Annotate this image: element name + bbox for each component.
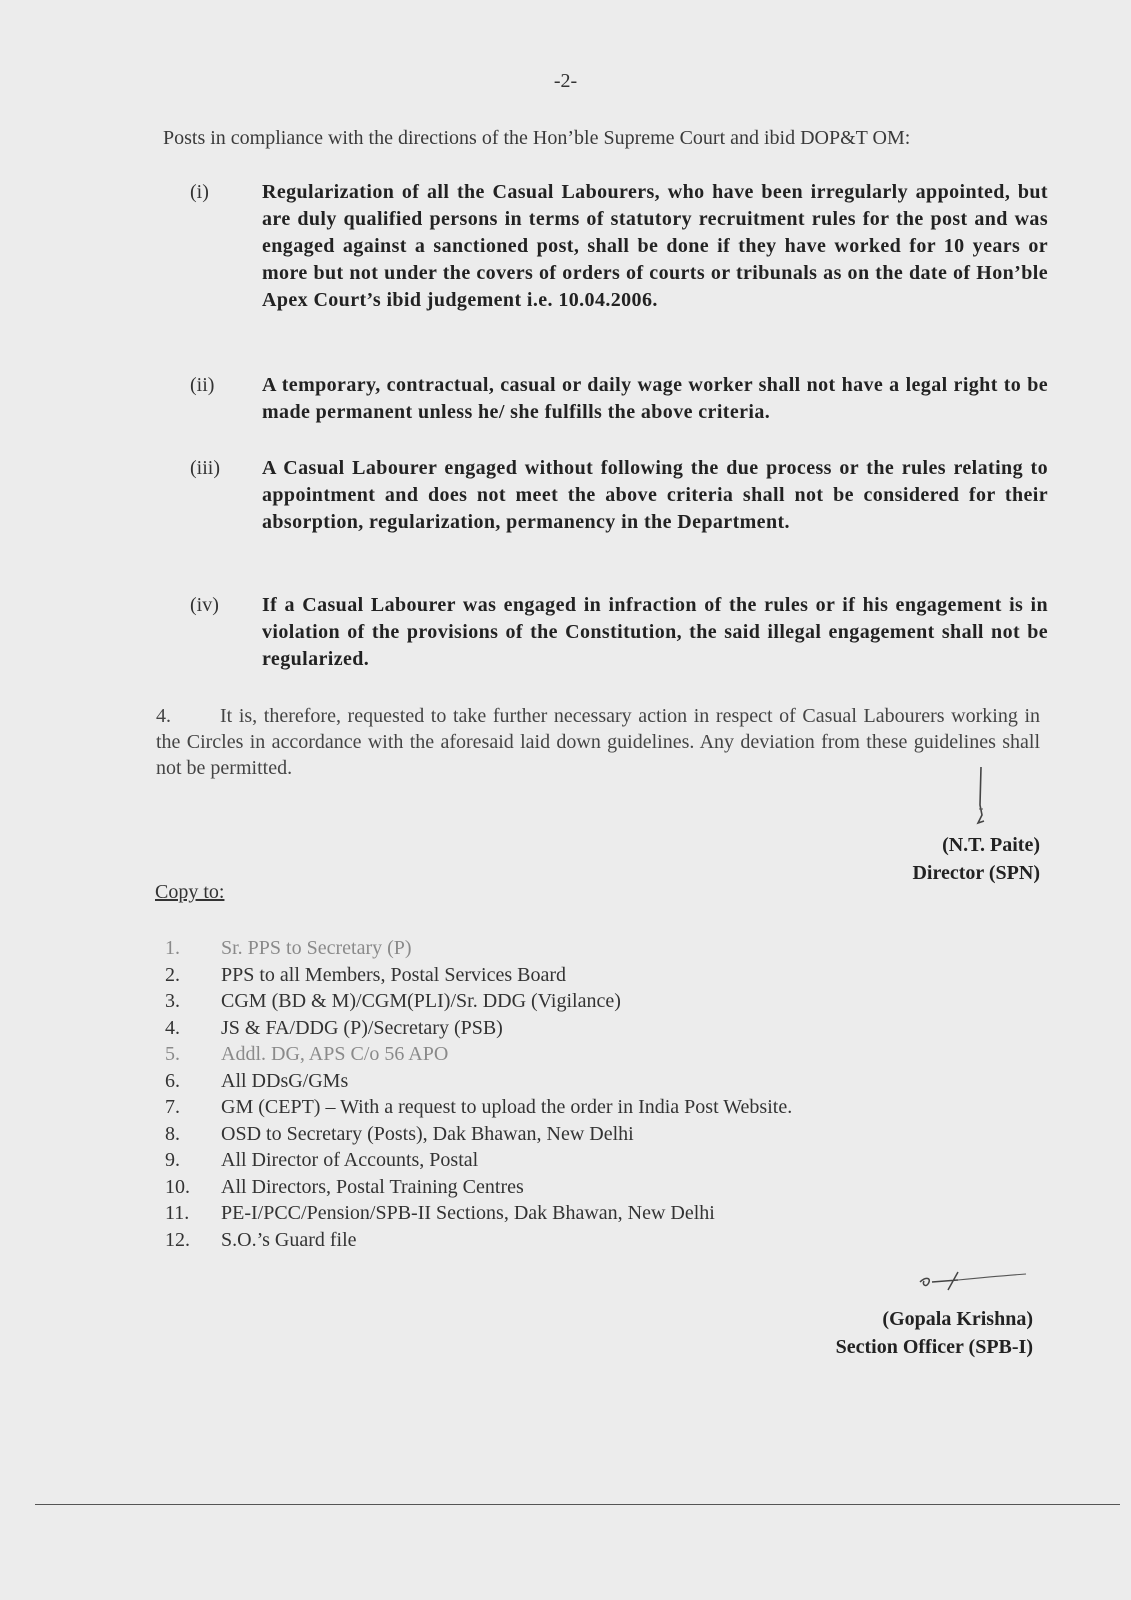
signature-mark <box>972 765 990 827</box>
signature-mark-section-officer <box>918 1268 1033 1294</box>
signatory-name: (N.T. Paite) <box>942 834 1040 856</box>
list-item-number: 8. <box>165 1122 180 1145</box>
list-item <box>165 1227 945 1254</box>
list-item-number: 6. <box>165 1069 180 1092</box>
list-item <box>165 1147 945 1174</box>
clause-text: Regularization of all the Casual Labourers, who have been irregularly appointed, but are duly qualified persons in terms of statutory recruitment rules for the post and was engaged against a sanctioned post, shall be done if they have worked for 10 years or more but not under the covers of orders of courts or tribunals as on the date of Hon’ble Apex Court’s ibid judgement i.e. 10.04.2006. <box>262 181 1048 311</box>
list-item-text: JS & FA/DDG (P)/Secretary (PSB) <box>221 1016 503 1039</box>
list-item <box>165 1174 945 1201</box>
list-item-number: 1. <box>165 937 180 959</box>
clause-text: A Casual Labourer engaged without following the due process or the rules relating to appointment and does not meet the above criteria shall not be considered for their absorption, regularization, permanency in the Department. <box>262 457 1048 533</box>
clause-i <box>190 179 1048 314</box>
list-item <box>165 1041 945 1068</box>
list-item-text: All DDsG/GMs <box>221 1069 349 1092</box>
bottom-divider <box>35 1504 1120 1505</box>
list-item-text: All Director of Accounts, Postal <box>221 1149 479 1171</box>
list-item <box>165 1068 945 1095</box>
list-item-text: S.O.’s Guard file <box>221 1228 357 1251</box>
paragraph-4 <box>156 703 1040 781</box>
list-item-number: 10. <box>165 1175 190 1198</box>
list-item-text: All Directors, Postal Training Centres <box>221 1175 524 1198</box>
list-item-text: Sr. PPS to Secretary (P) <box>221 937 412 959</box>
clause-iv <box>190 592 1048 673</box>
list-item-text: PE-I/PCC/Pension/SPB-II Sections, Dak Bhawan, New Delhi <box>221 1202 715 1224</box>
clause-iii <box>190 455 1048 536</box>
list-item-number: 5. <box>165 1043 180 1065</box>
clause-number: (iv) <box>190 594 219 616</box>
paragraph-text: It is, therefore, requested to take further necessary action in respect of Casual Labourers working in the Circles in accordance with the aforesaid laid down guidelines. Any deviation from these guidelines shall not be permitted. <box>156 705 1040 779</box>
list-item-number: 9. <box>165 1149 180 1171</box>
list-item-number: 4. <box>165 1016 180 1039</box>
copy-to-list <box>165 935 945 1253</box>
clause-number: (iii) <box>190 457 220 479</box>
clause-number: (ii) <box>190 374 215 396</box>
signatory-section-officer <box>836 1305 1033 1361</box>
clause-text: If a Casual Labourer was engaged in infraction of the rules or if his engagement is in violation of the provisions of the Constitution, the said illegal engagement shall not be regularized. <box>262 594 1048 670</box>
clause-number: (i) <box>190 181 209 203</box>
signatory-director <box>912 831 1040 887</box>
list-item <box>165 962 945 989</box>
clause-ii <box>190 372 1048 426</box>
list-item <box>165 1200 945 1227</box>
list-item-text: OSD to Secretary (Posts), Dak Bhawan, New Delhi <box>221 1122 634 1145</box>
list-item <box>165 1121 945 1148</box>
list-item-number: 12. <box>165 1228 190 1251</box>
list-item-number: 11. <box>165 1202 190 1224</box>
paragraph-number: 4. <box>156 705 171 727</box>
list-item <box>165 935 945 962</box>
list-item-text: PPS to all Members, Postal Services Board <box>221 963 566 986</box>
list-item-number: 3. <box>165 990 180 1012</box>
signatory-name: (Gopala Krishna) <box>882 1308 1033 1330</box>
list-item-text: CGM (BD & M)/CGM(PLI)/Sr. DDG (Vigilance) <box>221 990 621 1012</box>
page-number: -2- <box>553 70 578 92</box>
list-item-number: 7. <box>165 1096 180 1118</box>
list-item <box>165 1094 945 1121</box>
list-item <box>165 988 945 1015</box>
copy-to-heading: Copy to: <box>155 881 225 903</box>
list-item-number: 2. <box>165 963 180 986</box>
signatory-designation: Director (SPN) <box>912 862 1040 884</box>
list-item-text: GM (CEPT) – With a request to upload the order in India Post Website. <box>221 1096 793 1118</box>
list-item-text: Addl. DG, APS C/o 56 APO <box>221 1043 449 1065</box>
list-item <box>165 1015 945 1042</box>
signatory-designation: Section Officer (SPB-I) <box>835 1336 1033 1358</box>
intro-paragraph: Posts in compliance with the directions of the Hon’ble Supreme Court and ibid DOP&T OM: <box>163 127 911 149</box>
clause-text: A temporary, contractual, casual or daily wage worker shall not have a legal right to be made permanent unless he/ she fulfills the above criteria. <box>262 374 1048 423</box>
